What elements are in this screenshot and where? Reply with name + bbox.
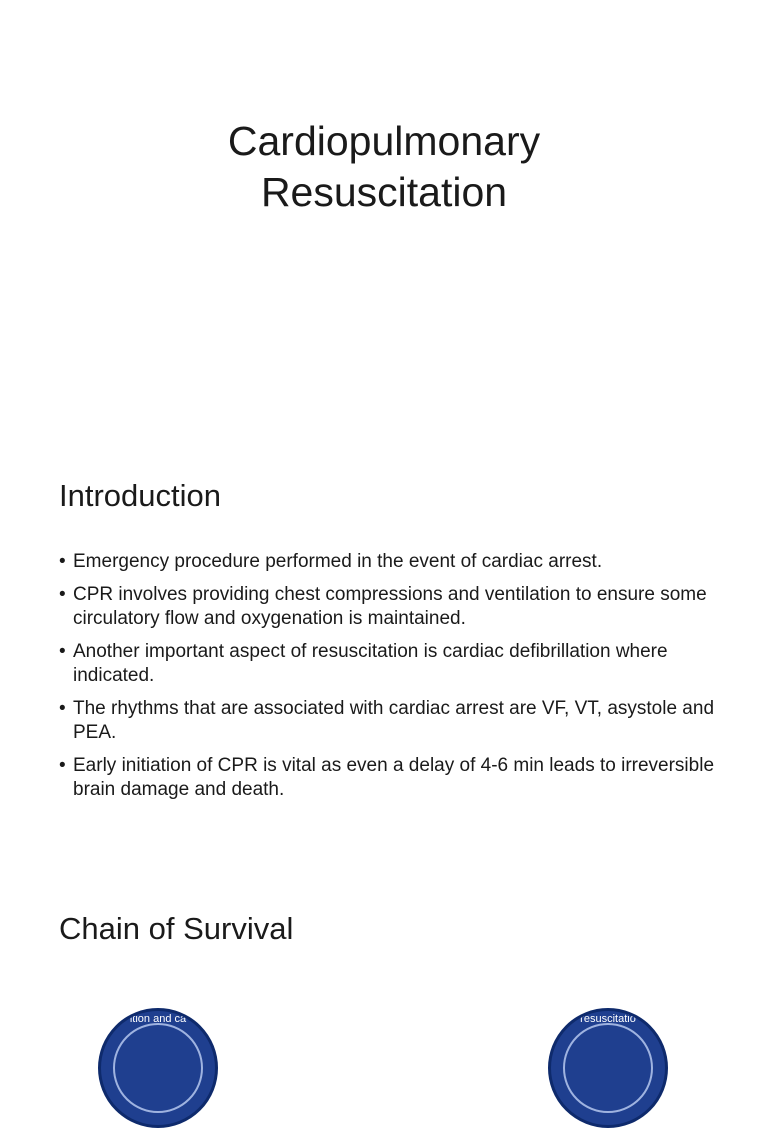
bullet-item: [59, 583, 719, 631]
bullet-text: CPR involves providing chest compressions and ventilation to ensure some circulatory flow and oxygenation is maintained.: [73, 584, 707, 629]
badge-inner-ring: [563, 1023, 653, 1113]
bullet-item: [59, 697, 719, 745]
title-line-1: Cardiopulmonary: [227, 118, 541, 164]
bullet-text: Emergency procedure performed in the event of cardiac arrest.: [73, 551, 603, 572]
badge-text: resuscitatio: [580, 1013, 636, 1025]
introduction-heading: Introduction: [59, 478, 221, 513]
bullet-icon: •: [59, 641, 66, 662]
bullet-text: Another important aspect of resuscitation is cardiac defibrillation where indicated.: [73, 641, 668, 686]
bullet-icon: •: [59, 551, 66, 572]
bullet-item: [59, 754, 719, 802]
bullet-icon: •: [59, 755, 66, 776]
badge-inner-ring: [113, 1023, 203, 1113]
introduction-bullet-list: [59, 550, 719, 811]
bullet-text: The rhythms that are associated with cardiac arrest are VF, VT, asystole and PEA.: [73, 698, 715, 743]
bullet-icon: •: [59, 698, 66, 719]
bullet-item: [59, 550, 719, 574]
badge-text: ition and ca: [129, 1013, 187, 1025]
bullet-item: [59, 640, 719, 688]
bullet-text: Early initiation of CPR is vital as even a delay of 4-6 min leads to irreversible brain damage and death.: [73, 755, 715, 800]
chain-badge-icon-right: [548, 1008, 668, 1128]
chain-badge-icon-left: [98, 1008, 218, 1128]
chain-of-survival-heading: Chain of Survival: [59, 911, 294, 946]
slide-title: [0, 116, 768, 218]
bullet-icon: •: [59, 584, 66, 605]
title-line-2: Resuscitation: [260, 169, 508, 215]
